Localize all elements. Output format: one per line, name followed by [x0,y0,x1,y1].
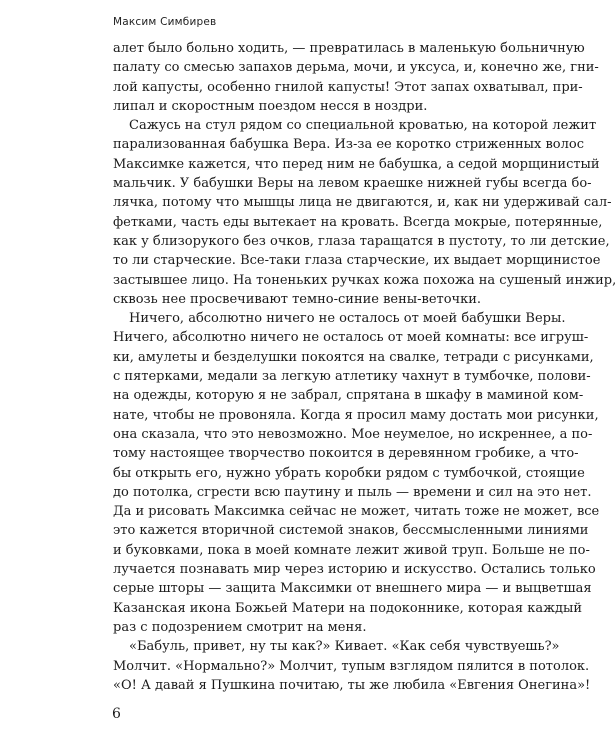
text-line: и буковками, пока в моей комнате лежит живой труп. Больше не по- [113,542,590,558]
text-line: Максимке кажется, что перед ним не бабушка, а седой морщинистый [113,156,600,172]
text-line: с пятерками, медали за легкую атлетику чахнут в тумбочке, полови- [113,369,591,385]
text-line: Ничего, абсолютно ничего не осталось от моей бабушки Веры. [129,311,566,327]
text-line: палату со смесью запахов дерьма, мочи, и уксуса, и, конечно же, гни- [113,60,599,76]
text-line: мальчик. У бабушки Веры на левом краешке нижней губы всегда бо- [113,176,592,192]
text-line: тому настоящее творчество покоится в деревянном гробике, а что- [113,446,579,462]
text-line: как у близорукого без очков, глаза таращатся в пустоту, то ли детские, [113,233,610,249]
text-line: лой капусты, особенно гнилой капусты! Этот запах охватывал, при- [113,79,583,95]
text-line: застывшее лицо. На тоненьких ручках кожа похожа на сушеный инжир, [113,272,616,288]
text-line: лучается познавать мир через историю и искусство. Остались только [113,562,596,578]
text-line: алет было больно ходить, — превратилась в маленькую больничную [113,41,585,56]
text-line: Да и рисовать Максимка сейчас не может, читать тоже не может, все [113,504,600,520]
text-line: ки, амулеты и безделушки покоятся на свалке, тетради с рисунками, [113,349,594,365]
text-line: Молчит. «Нормально?» Молчит, тупым взглядом пялится в потолок. [113,658,590,674]
text-line: фетками, часть еды вытекает на кровать. Всегда мокрые, потерянные, [113,214,603,230]
text-line: она сказала, что это невозможно. Мое неумелое, но искреннее, а по- [113,426,593,442]
running-head: Максим Симбирев [113,16,217,28]
text-line: «О! А давай я Пушкина почитаю, ты же любила «Евгения Онегина»! [113,677,591,693]
text-line: это кажется вторичной системой знаков, бессмысленными линиями [113,523,589,539]
text-line: «Бабуль, привет, ну ты как?» Кивает. «Как себя чувствуешь?» [129,639,560,655]
text-line: парализованная бабушка Вера. Из-за ее коротко стриженных волос [113,137,584,153]
text-line: лячка, потому что мышцы лица не двигаются, и, как ни удерживай сал- [113,195,612,211]
text-line: бы открыть его, нужно убрать коробки рядом с тумбочкой, стоящие [113,465,585,481]
text-line: на одежды, которую я не забрал, спрятана в шкафу в маминой ком- [113,388,584,404]
text-line: раз с подозрением смотрит на меня. [113,619,367,635]
text-line: сквозь нее просвечивают темно-синие вены-веточки. [113,291,482,307]
text-line: то ли старческие. Все-таки глаза старческие, их выдает морщинистое [113,253,601,269]
text-line: Сажусь на стул рядом со специальной кроватью, на которой лежит [129,118,597,134]
body-text [113,39,616,695]
text-line: до потолка, сгрести всю паутину и пыль — времени и сил на это нет. [113,484,592,500]
text-line: Ничего, абсолютно ничего не осталось от моей комнаты: все игруш- [113,330,589,346]
text-line: липал и скоростным поездом несся в ноздри. [113,98,428,114]
text-line: серые шторы — защита Максимки от внешнего мира — и выцветшая [113,581,592,597]
text-line: нате, чтобы не провоняла. Когда я просил маму достать мои рисунки, [113,407,599,423]
page-number: 6 [112,706,121,722]
text-line: Казанская икона Божьей Матери на подоконнике, которая каждый [113,600,583,616]
